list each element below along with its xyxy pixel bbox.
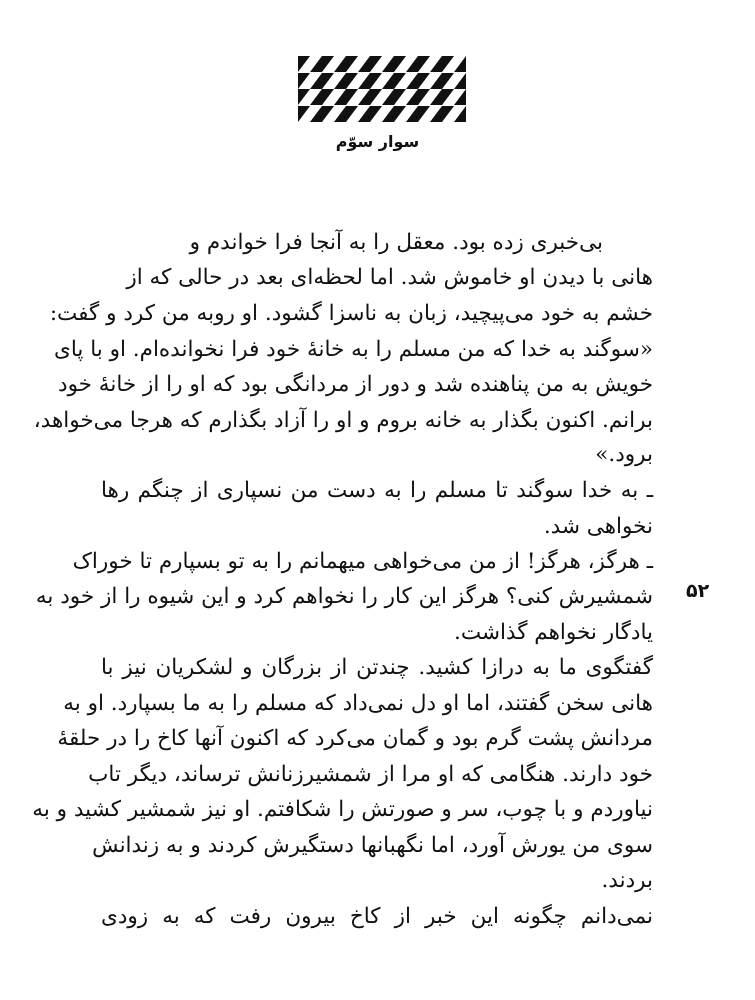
text-line: ـ به خدا سوگند تا مسلم را به دست من نسپاری از چنگم رها: [101, 478, 653, 503]
text-line: شمشیرش کنی؟ هرگز این کار را نخواهم کرد و این شیوه را از خود به: [35, 584, 653, 609]
chapter-title: سوار سوّم: [335, 132, 420, 151]
page-number: ۵۲: [686, 580, 710, 602]
text-line: خویش به من پناهنده شد و دور از مردانگی بود که او را از خانهٔ خود: [58, 372, 653, 397]
text-line: خود دارند. هنگامی که او مرا از شمشیرزنانش ترساند، دیگر تاب: [88, 762, 653, 787]
text-line: هانی سخن گفتند، اما او دل نمی‌داد که مسلم را به ما بسپارد. او به: [63, 691, 653, 716]
text-line: خشم به خود می‌پیچید، زبان به ناسزا گشود. او روبه من کرد و گفت:: [49, 301, 653, 326]
text-line: «سوگند به خدا که من مسلم را به خانهٔ خود فرا نخوانده‌ام. او با پای: [54, 337, 653, 362]
text-line: برود.»: [595, 442, 653, 467]
text-line: مردانش پشت گرم بود و گمان می‌کرد که اکنون آنها کاخ را در حلقهٔ: [57, 726, 653, 751]
text-line: نخواهی شد.: [543, 514, 653, 539]
text-line: گفتگوی ما به درازا کشید. چندتن از بزرگان و لشکریان نیز با: [101, 655, 653, 680]
text-line: نمی‌دانم چگونه این خبر از کاخ بیرون رفت که به زودی: [101, 904, 653, 929]
text-line: نیاوردم و با چوب، سر و صورتش را شکافتم. او نیز شمشیر کشید و به: [32, 797, 653, 822]
text-line: برانم. اکنون بگذار به خانه بروم و او را آزاد بگذارم که هرجا می‌خواهد،: [33, 408, 653, 433]
text-line: بی‌خبری زده بود. معقل را به آنجا فرا خواندم و: [189, 230, 603, 255]
text-line: بردند.: [601, 868, 653, 893]
text-line: سوی من یورش آورد، اما نگهبانها دستگیرش کردند و به زندانش: [92, 833, 653, 858]
text-line: هانی با دیدن او خاموش شد. اما لحظه‌ای بعد در حالی که از: [126, 265, 653, 290]
triangle-pattern-ornament: [298, 56, 466, 122]
text-line: ـ هرگز، هرگز! از من می‌خواهی میهمانم را به تو بسپارم تا خوراک: [72, 549, 653, 574]
text-line: یادگار نخواهم گذاشت.: [454, 620, 653, 645]
